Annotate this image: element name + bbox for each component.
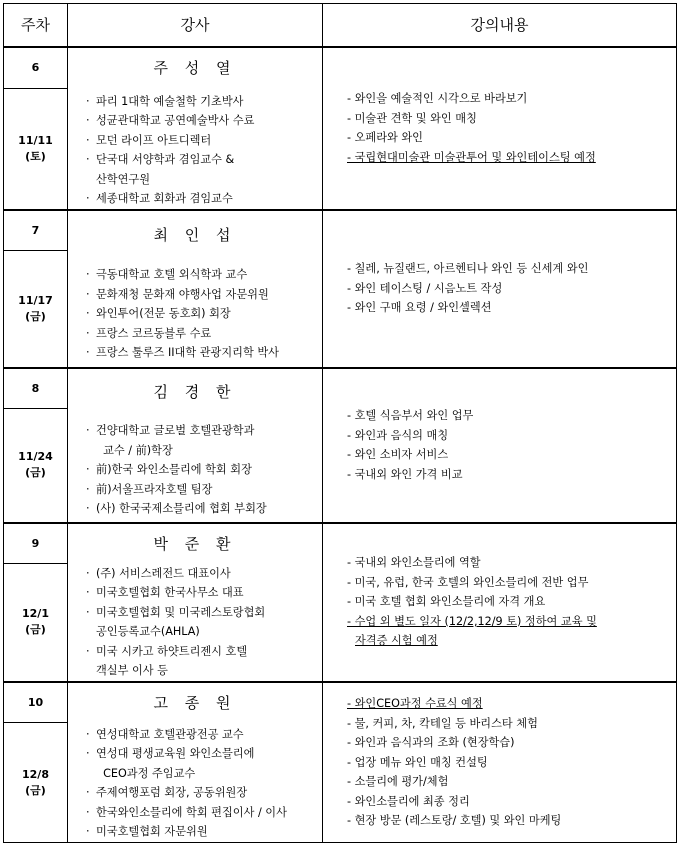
credential-item: · 프랑스 툴루즈 II대학 관광지리학 박사: [86, 346, 279, 360]
credential-item: · 세종대학교 회화과 겸임교수: [86, 192, 233, 205]
instructor-cell: [68, 682, 323, 843]
credential-item: 산학연구원: [96, 172, 151, 186]
credential-list: [68, 254, 322, 363]
session-date: 11/17 (금): [4, 251, 68, 368]
credential-item: CEO과정 주임교수: [103, 766, 196, 780]
lecture-item: - 와인 구매 요령 / 와인셀렉션: [347, 301, 492, 315]
lecture-schedule-table: [3, 3, 677, 843]
session-row: [4, 682, 677, 723]
lecture-item: - 소믈리에 평가/체험: [347, 775, 449, 788]
credential-item: · 단국대 서양학과 겸임교수 &: [86, 153, 235, 166]
lecture-cell: [323, 523, 677, 682]
lecture-item: - 국립현대미술관 미술관투어 및 와인테이스팅 예정: [347, 150, 596, 164]
credential-item: · (사) 한국국제소믈리에 협회 부회장: [86, 502, 267, 516]
week-number: 9: [4, 523, 68, 564]
week-number: 6: [4, 47, 68, 89]
lecture-list: [347, 694, 676, 831]
credential-list: [68, 723, 322, 842]
credential-item: · 미국호텔협회 자문위원: [86, 825, 208, 839]
lecture-item: - 수업 외 별도 일자 (12/2,12/9 토) 정하여 교육 및: [347, 614, 597, 628]
lecture-item: 자격증 시험 예정: [355, 634, 438, 648]
credential-list: [68, 88, 322, 209]
credential-list: [68, 411, 322, 519]
lecture-cell: [323, 682, 677, 843]
credential-item: · 한국와인소믈리에 학회 편집이사 / 이사: [86, 805, 287, 819]
instructor-cell: [68, 523, 323, 682]
instructor-cell: [68, 210, 323, 368]
lecture-list: [347, 406, 676, 484]
lecture-list: [347, 89, 676, 167]
instructor-name: 주 성 열: [153, 59, 237, 77]
instructor-name: 고 종 원: [153, 694, 237, 713]
credential-item: · 미국호텔협회 한국사무소 대표: [86, 586, 244, 599]
week-number: 10: [4, 682, 68, 723]
lecture-cell: [323, 210, 677, 368]
session-row: [4, 523, 677, 564]
session-date: 12/1 (금): [4, 564, 68, 682]
credential-list: [68, 564, 322, 681]
credential-item: · 미국 시카고 하얏트리젠시 호텔: [86, 644, 248, 658]
credential-item: · 모던 라이프 아트디렉터: [86, 133, 212, 147]
lecture-item: - 와인소믈리에 최종 정리: [347, 794, 470, 808]
lecture-item: - 와인과 음식의 매칭: [347, 428, 449, 442]
credential-item: · (주) 서비스레전드 대표이사: [86, 566, 231, 580]
instructor-name: 김 경 한: [153, 382, 237, 401]
session-date: 12/8 (금): [4, 723, 68, 843]
credential-item: · 미국호텔협회 및 미국레스토랑협회: [86, 605, 266, 619]
lecture-item: - 미술관 견학 및 와인 매칭: [347, 111, 477, 125]
lecture-item: - 미국 호텔 협회 와인소믈리에 자격 개요: [347, 595, 546, 609]
header-row: [4, 4, 677, 47]
header-week: 주차: [4, 4, 68, 47]
week-number: 7: [4, 210, 68, 251]
lecture-item: - 와인 테이스팅 / 시음노트 작성: [347, 281, 503, 295]
instructor-name: 박 준 환: [153, 535, 237, 553]
lecture-item: - 국내외 와인 가격 비교: [347, 467, 463, 481]
credential-item: · 문화재청 문화재 야행사업 자문위원: [86, 287, 269, 301]
credential-item: · 연성대학교 호텔관광전공 교수: [86, 727, 244, 741]
lecture-item: - 호텔 식음부서 와인 업무: [347, 409, 474, 422]
lecture-item: - 칠레, 뉴질랜드, 아르헨티나 와인 등 신세계 와인: [347, 262, 589, 276]
credential-item: · 파리 1대학 예술철학 기초박사: [86, 94, 244, 108]
session-row: [4, 210, 677, 251]
credential-item: · 극동대학교 호텔 외식학과 교수: [86, 268, 248, 282]
instructor-cell: [68, 368, 323, 523]
credential-item: 교수 / 前)학장: [103, 443, 173, 457]
lecture-item: - 물, 커피, 차, 칵테일 등 바리스타 체험: [347, 716, 538, 730]
credential-item: · 주제여행포럼 회장, 공동위원장: [86, 786, 248, 800]
credential-item: 공인등록교수(AHLA): [96, 625, 200, 638]
lecture-item: - 현장 방문 (레스토랑/ 호텔) 및 와인 마케팅: [347, 814, 562, 827]
credential-item: · 성균관대학교 공연예술박사 수료: [86, 114, 255, 127]
lecture-cell: [323, 368, 677, 523]
lecture-item: - 와인을 예술적인 시각으로 바라보기: [347, 92, 528, 105]
instructor-name: 최 인 섭: [153, 225, 237, 244]
header-content: 강의내용: [323, 4, 677, 47]
header-instructor: 강사: [68, 4, 323, 47]
week-number: 8: [4, 368, 68, 409]
lecture-list: [347, 259, 676, 318]
credential-item: · 연성대 평생교육원 와인소믈리에: [86, 747, 255, 761]
lecture-item: - 오페라와 와인: [347, 131, 423, 144]
lecture-item: - 와인과 음식과의 조화 (현장학습): [347, 736, 515, 749]
lecture-cell: [323, 47, 677, 210]
credential-item: · 건양대학교 글로벌 호텔관광학과: [86, 424, 255, 438]
instructor-cell: [68, 47, 323, 210]
credential-item: · 前)서울프라자호텔 팀장: [86, 482, 213, 496]
credential-item: · 前)한국 와인소믈리에 학회 회장: [86, 463, 252, 477]
lecture-item: - 업장 메뉴 와인 매칭 컨설팅: [347, 755, 488, 769]
session-date: 11/24 (금): [4, 409, 68, 523]
lecture-list: [347, 553, 676, 651]
session-row: [4, 368, 677, 409]
credential-item: · 와인투어(전문 동호회) 회장: [86, 307, 231, 321]
lecture-item: - 와인CEO과정 수료식 예정: [347, 697, 483, 710]
session-date: 11/11 (토): [4, 89, 68, 210]
credential-item: 객실부 이사 등: [96, 664, 168, 677]
credential-item: · 프랑스 코르동블루 수료: [86, 326, 212, 340]
lecture-item: - 국내외 와인소믈리에 역할: [347, 556, 481, 570]
session-row: [4, 47, 677, 89]
lecture-item: - 미국, 유럽, 한국 호텔의 와인소믈리에 전반 업무: [347, 575, 589, 589]
lecture-item: - 와인 소비자 서비스: [347, 448, 449, 461]
